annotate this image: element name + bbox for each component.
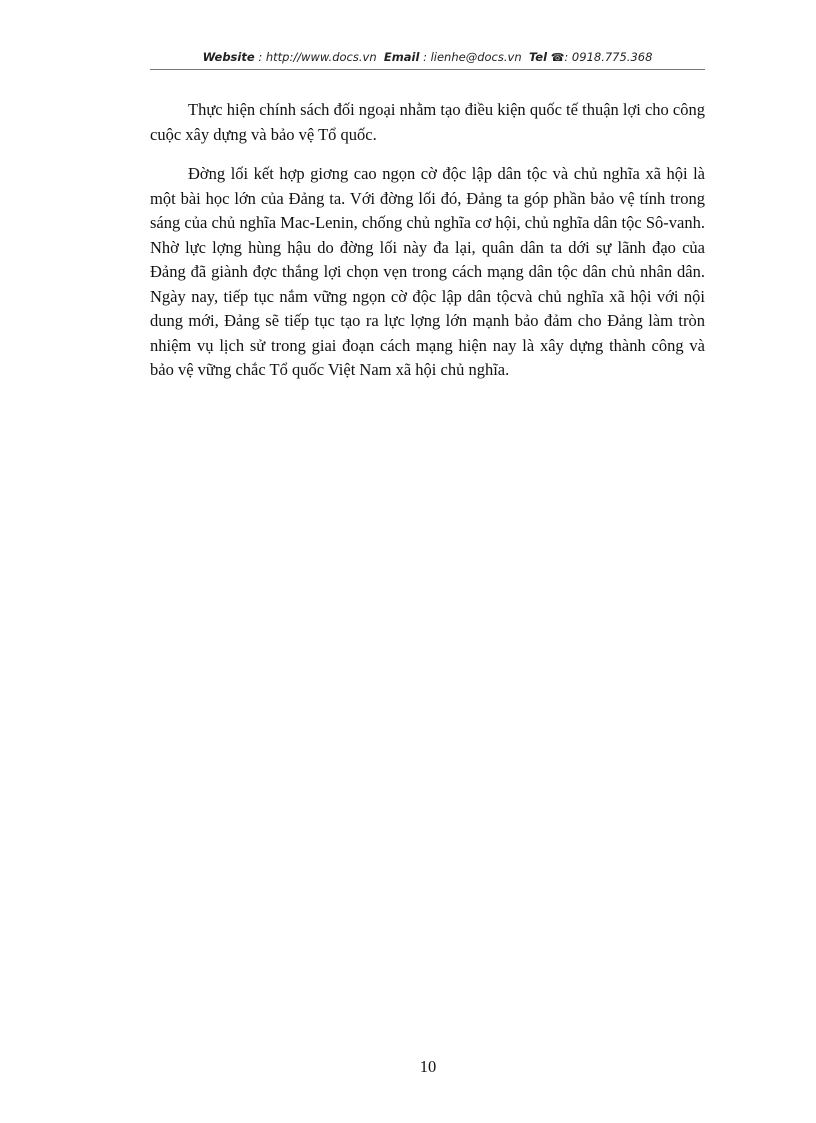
page-number: 10	[419, 1057, 437, 1076]
paragraph-foreign-policy: Thực hiện chính sách đối ngoại nhằm tạo điều kiện quốc tế thuận lợi cho công cuộc xây dựng và bảo vệ Tổ quốc.	[150, 100, 705, 144]
paragraph-party-line: Đờng lối kết hợp giơng cao ngọn cờ độc lập dân tộc và chủ nghĩa xã hội là một bài học lớn của Đảng ta. Với đờng lối đó, Đảng ta góp phần bảo vệ tính trong sáng của chủ nghĩa Mac-Lenin, chống chủ nghĩa cơ hội, chủ nghĩa dân tộc Sô-vanh. Nhờ lực lợng hùng hậu do đờng lối này đa lại, quân dân ta dới sự lãnh đạo của Đảng đã giành đợc thắng lợi chọn vẹn trong cách mạng dân tộc dân chủ nhân dân. Ngày nay, tiếp tục nắm vững ngọn cờ độc lập dân tộcvà chủ nghĩa xã hội với nội dung mới, Đảng sẽ tiếp tục tạo ra lực lợng lớn mạnh bảo đảm cho Đảng làm tròn nhiệm vụ lịch sử trong giai đoạn cách mạng hiện nay là xây dựng thành công và bảo vệ vững chắc Tổ quốc Việt Nam xã hội chủ nghĩa.	[150, 164, 705, 379]
header-divider	[150, 69, 705, 70]
page-header	[150, 50, 705, 64]
tel-label: Tel	[528, 50, 548, 64]
phone-icon: ☎	[550, 51, 565, 64]
tel-number: : 0918.775.368	[564, 50, 653, 64]
email-label: Email	[383, 50, 420, 64]
email-address: : lienhe@docs.vn	[423, 50, 522, 64]
website-label: Website	[202, 50, 255, 64]
document-body	[150, 98, 705, 397]
website-url: : http://www.docs.vn	[258, 50, 377, 64]
